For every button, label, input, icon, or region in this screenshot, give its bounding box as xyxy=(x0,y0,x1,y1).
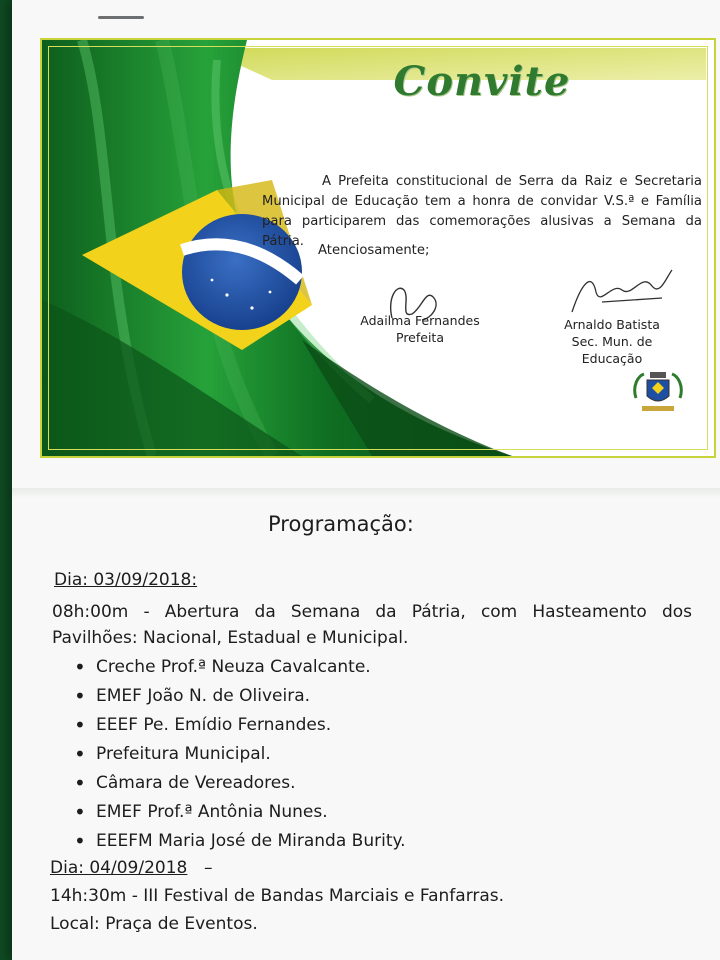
list-item: • EEEF Pe. Emídio Fernandes. xyxy=(74,715,406,744)
signature-role: Sec. Mun. de Educação xyxy=(571,334,653,366)
day2-event: 14h:30m - III Festival de Bandas Marciais e Fanfarras. xyxy=(50,886,505,906)
signature-name: Adailma Fernandes xyxy=(360,313,480,328)
municipal-crest-icon xyxy=(630,368,686,416)
invitation-title: Convite xyxy=(393,58,571,105)
greeting: Atenciosamente; xyxy=(318,243,430,258)
signature-secretary xyxy=(542,316,682,367)
staple-mark xyxy=(98,16,144,19)
list-item: • EMEF João N. de Oliveira. xyxy=(74,686,406,715)
day1-opening-line-cont: Pavilhões: Nacional, Estadual e Municipal. xyxy=(52,628,409,648)
signature-mayor xyxy=(360,312,480,346)
day1-opening-line: 08h:00m - Abertura da Semana da Pátria, com Hasteamento dos xyxy=(52,602,692,622)
paper-fold xyxy=(12,488,720,498)
program-title: Programação: xyxy=(268,512,414,536)
signature-scribble xyxy=(562,262,682,322)
list-item: • Prefeitura Municipal. xyxy=(74,744,406,773)
invitation-body-text: A Prefeita constitucional de Serra da Raiz e Secretaria Municipal de Educação tem a honra de convidar V.S.ª e Família para participarem das comemorações alusivas a Semana da Pátria. xyxy=(262,174,702,249)
day2-dash: – xyxy=(204,858,213,878)
day1-participants-list xyxy=(74,657,406,860)
invitation-body xyxy=(262,172,702,252)
day1-date: Dia: 03/09/2018: xyxy=(54,570,198,590)
list-item: • Creche Prof.ª Neuza Cavalcante. xyxy=(74,657,406,686)
list-item: • EEEFM Maria José de Miranda Burity. xyxy=(74,831,406,860)
list-item: • EMEF Prof.ª Antônia Nunes. xyxy=(74,802,406,831)
invitation-card xyxy=(40,38,716,458)
day2-date: Dia: 04/09/2018 xyxy=(50,858,188,878)
day2-location: Local: Praça de Eventos. xyxy=(50,914,258,934)
signature-name: Arnaldo Batista xyxy=(564,317,660,332)
list-item: • Câmara de Vereadores. xyxy=(74,773,406,802)
signature-role: Prefeita xyxy=(396,330,444,345)
